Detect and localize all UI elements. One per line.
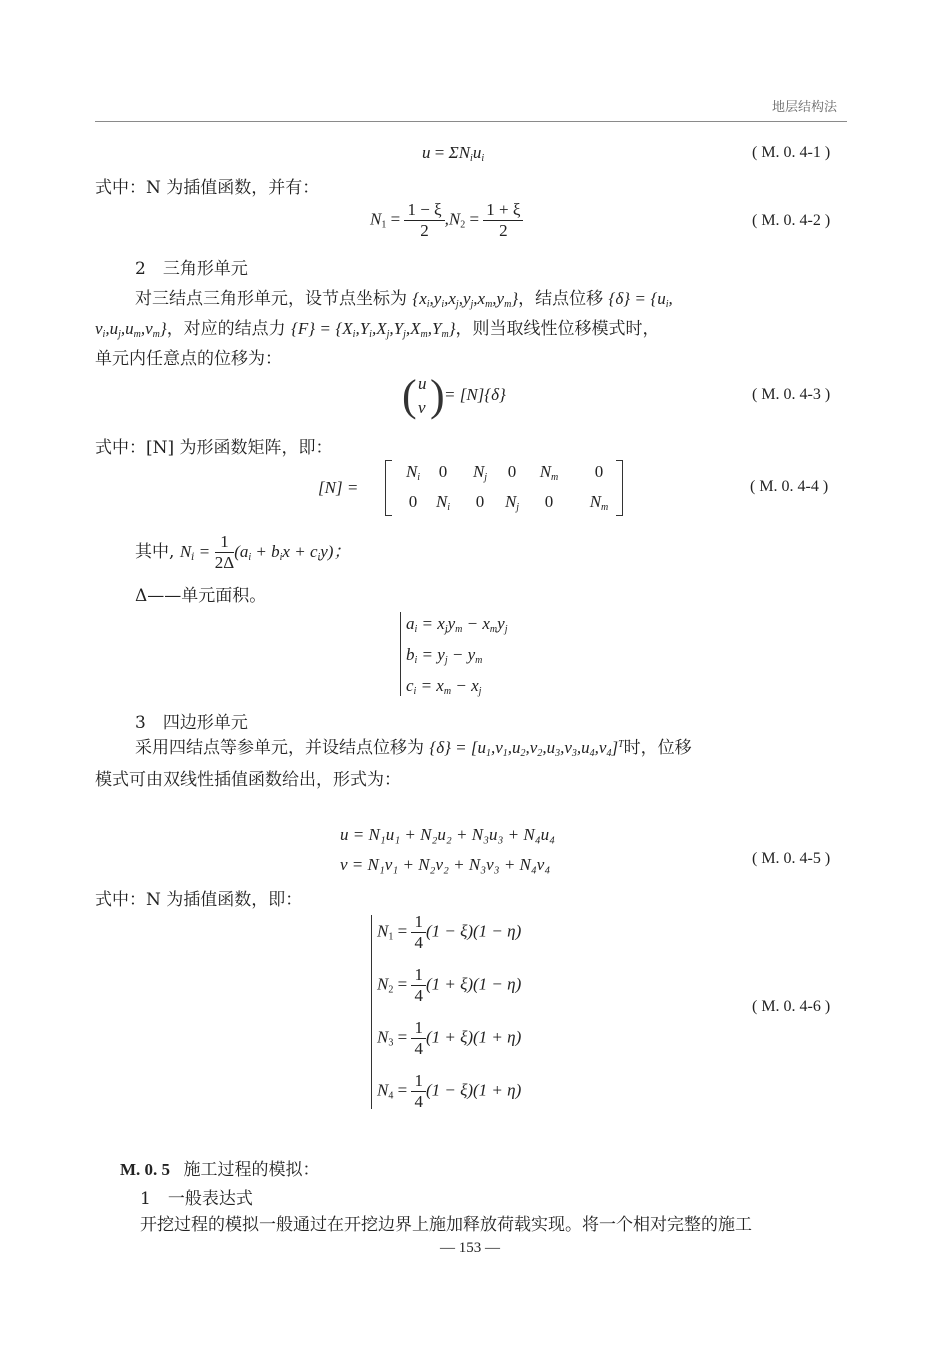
eq1-rhs-sub: i	[470, 153, 473, 164]
eq2-n2: ,N	[444, 209, 461, 229]
eq6-row: $N_4$ = $\frac{1}{4}$ (1 − ξ)(1 + η)	[377, 1071, 522, 1111]
para3-line-1	[135, 733, 692, 759]
eq3-v: v	[418, 398, 426, 417]
eq6-brace	[371, 915, 372, 1109]
eq1-rhs2-sub: i	[481, 153, 485, 164]
eq2-n1: N	[370, 209, 382, 229]
eq3-rhs: = [N]{δ}	[444, 385, 506, 404]
node-coords: $\{x_i,y_i,x_j,y_j,x_m,y_m\}$	[412, 289, 519, 310]
eq1-rhs: ΣN	[448, 143, 471, 162]
b-r: = y	[421, 645, 445, 664]
ni-expr: $(a_i + b_ix + c_iy)$；	[234, 542, 351, 563]
matrix-row2-cell: $N_i$	[435, 492, 451, 513]
para3-text-b: 时，位移	[623, 738, 692, 758]
ni-expr-a: (a	[234, 542, 249, 561]
para2-text-d: ，则当取线性位移模式时，	[455, 319, 660, 339]
ni-expr-b: + b	[255, 542, 280, 561]
eq1-eq: =	[434, 143, 445, 162]
para2-text-a: 对三结点三角形单元，设节点坐标为	[135, 289, 407, 309]
equation-number: ( M. 0. 4-5 )	[752, 850, 831, 867]
left-paren: (	[402, 371, 417, 420]
matrix-row1-cell: $N_i$	[405, 462, 421, 483]
matrix-row2-cell: $N_j$	[504, 492, 520, 513]
b-r-sub: j	[444, 655, 448, 666]
abc-row-a	[406, 614, 507, 635]
para2-line-3: 单元内任意点的位移为：	[95, 349, 282, 369]
eq2-n1-sub: 1	[381, 219, 387, 231]
abc-row-c	[406, 676, 481, 697]
matrix-row1-cell: $N_j$	[472, 462, 488, 483]
eq1-rhs2: u	[472, 143, 482, 162]
eq2-eq: =	[390, 209, 401, 229]
where-line-3: 式中：N 为插值函数，即：	[95, 890, 303, 910]
clause-m-0-5	[120, 1155, 319, 1180]
a-r3: − x	[466, 614, 490, 633]
clause-title: 施工过程的模拟：	[183, 1160, 320, 1180]
matrix-row-1	[385, 462, 623, 484]
c-l-sub: i	[413, 686, 417, 697]
ni-eq: =	[199, 542, 210, 561]
section-title-quad: 3 四边形单元	[135, 713, 248, 733]
matrix-row2-cell: $N_m$	[589, 492, 609, 513]
matrix-row1-cell: $N_m$	[539, 462, 559, 483]
equation-m-0-4-2	[370, 200, 523, 241]
quarter-fraction: $\frac{1}{4}$	[411, 965, 426, 1006]
equation-number: ( M. 0. 4-1 )	[752, 144, 831, 161]
c-r2: − x	[455, 676, 479, 695]
eq6-row: $N_1$ = $\frac{1}{4}$ (1 − ξ)(1 − η)	[377, 912, 522, 952]
right-paren: )	[430, 371, 445, 420]
ni-expr-c: x + c	[282, 542, 318, 561]
quarter-fraction: $\frac{1}{4}$	[411, 1071, 426, 1112]
ni-symbol: N	[179, 542, 192, 561]
a-r3-sub: m	[489, 624, 498, 635]
matrix-row-2	[385, 492, 623, 514]
a-r2-sub: m	[455, 624, 463, 635]
eq4-lhs: [N] =	[318, 478, 359, 497]
para2-eq: =	[635, 289, 646, 308]
para2-line-1	[135, 284, 673, 310]
matrix-row2-cell: 0	[408, 492, 418, 511]
eq1-lhs: u	[422, 143, 431, 162]
a-r4-sub: j	[504, 624, 508, 635]
where-line-1: 式中：N 为插值函数，并有：	[95, 178, 320, 198]
ni-den: 2Δ	[214, 553, 235, 572]
subheading-general: 1 一般表达式	[140, 1189, 253, 1209]
para2-line-2	[95, 314, 660, 340]
page-number: — 153 —	[440, 1240, 500, 1256]
eq2-f2-num: 1 + ξ	[483, 200, 523, 221]
equation-number: ( M. 0. 4-6 )	[752, 998, 831, 1015]
disp-rest: $v_i,u_j,u_m,v_m$}	[95, 319, 167, 340]
ni-prefix: 其中,	[135, 542, 175, 562]
para2-text-b: ，结点位移	[518, 289, 604, 309]
b-r2-sub: m	[475, 655, 483, 666]
ni-sub: i	[191, 552, 195, 563]
b-l: b	[406, 645, 415, 664]
eq2-n2-sub: 2	[460, 219, 466, 231]
matrix-row1-cell: 0	[507, 462, 517, 481]
ni-fraction	[215, 532, 234, 573]
c-r-sub: m	[443, 686, 452, 697]
eq2-f2-den: 2	[499, 221, 508, 240]
force-symbol: {F}	[291, 319, 316, 338]
eq6-row: $N_2$ = $\frac{1}{4}$ (1 + ξ)(1 − η)	[377, 965, 522, 1005]
eq2-fraction-1	[404, 200, 444, 241]
matrix-row2-cell: 0	[475, 492, 485, 511]
delta-definition: Δ——单元面积。	[135, 586, 267, 606]
quad-disp: $\{\delta\} = [u_1,v_1,u_2,v_2,u_3,v_3,u_4,v_4]^T$	[429, 738, 624, 759]
a-l-sub: i	[414, 624, 418, 635]
equation-number: ( M. 0. 4-4 )	[750, 478, 829, 495]
a-r2: y	[447, 614, 456, 633]
force-values: $\{X_i,Y_i,X_j,Y_j,X_m,Y_m\}$	[335, 319, 456, 340]
eq5-v-line: v = N₁v₁ + N₂v₂ + N₃v₃ + N₄v₄	[340, 855, 551, 874]
last-paragraph: 开挖过程的模拟一般通过在开挖边界上施加释放荷载实现。将一个相对完整的施工	[140, 1215, 752, 1235]
quarter-fraction: $\frac{1}{4}$	[411, 1018, 426, 1059]
matrix-row1-cell: 0	[594, 462, 604, 481]
section-title-triangle: 2 三角形单元	[135, 259, 248, 279]
disp-start: {$u_i$,	[650, 289, 673, 310]
a-l: a	[406, 614, 415, 633]
eq5-u-line: u = N₁u₁ + N₂u₂ + N₃u₃ + N₄u₄	[340, 825, 556, 844]
equation-m-0-4-1	[422, 143, 484, 164]
ni-definition	[135, 532, 350, 573]
para2-text-c: ，对应的结点力	[166, 319, 286, 339]
c-r: = x	[420, 676, 444, 695]
abc-brace	[400, 612, 401, 696]
c-l: c	[406, 676, 414, 695]
delta-symbol: {δ}	[608, 289, 631, 308]
b-r2: − y	[451, 645, 476, 664]
ni-expr-d: y)；	[320, 542, 351, 561]
b-l-sub: i	[414, 655, 418, 666]
matrix-n	[385, 460, 623, 516]
eq2-eq2: =	[469, 209, 480, 229]
eq2-f1-den: 2	[420, 221, 429, 240]
c-r2-sub: j	[478, 686, 482, 697]
equation-number: ( M. 0. 4-2 )	[752, 212, 831, 229]
ni-num: 1	[215, 532, 234, 553]
clause-number: M. 0. 5	[120, 1160, 171, 1179]
header-rule	[95, 121, 847, 122]
para3-text-a: 采用四结点等参单元，并设结点位移为	[135, 738, 424, 758]
matrix-row1-cell: 0	[438, 462, 448, 481]
eq3-u: u	[418, 374, 427, 393]
matrix-row2-cell: 0	[544, 492, 554, 511]
quarter-fraction: $\frac{1}{4}$	[411, 912, 426, 953]
a-r-sub: j	[444, 624, 448, 635]
eq6-row: $N_3$ = $\frac{1}{4}$ (1 + ξ)(1 + η)	[377, 1018, 522, 1058]
eq2-f1-num: 1 − ξ	[404, 200, 444, 221]
a-r: = x	[421, 614, 445, 633]
equation-number: ( M. 0. 4-3 )	[752, 386, 831, 403]
a-r4: y	[497, 614, 505, 633]
running-title: 地层结构法	[772, 100, 838, 115]
para3-line-2: 模式可由双线性插值函数给出，形式为：	[95, 770, 401, 790]
eq2-fraction-2	[483, 200, 523, 241]
where-line-2: 式中：[N] 为形函数矩阵，即：	[95, 438, 333, 458]
abc-row-b	[406, 645, 482, 666]
para2-eq2: =	[320, 319, 331, 338]
